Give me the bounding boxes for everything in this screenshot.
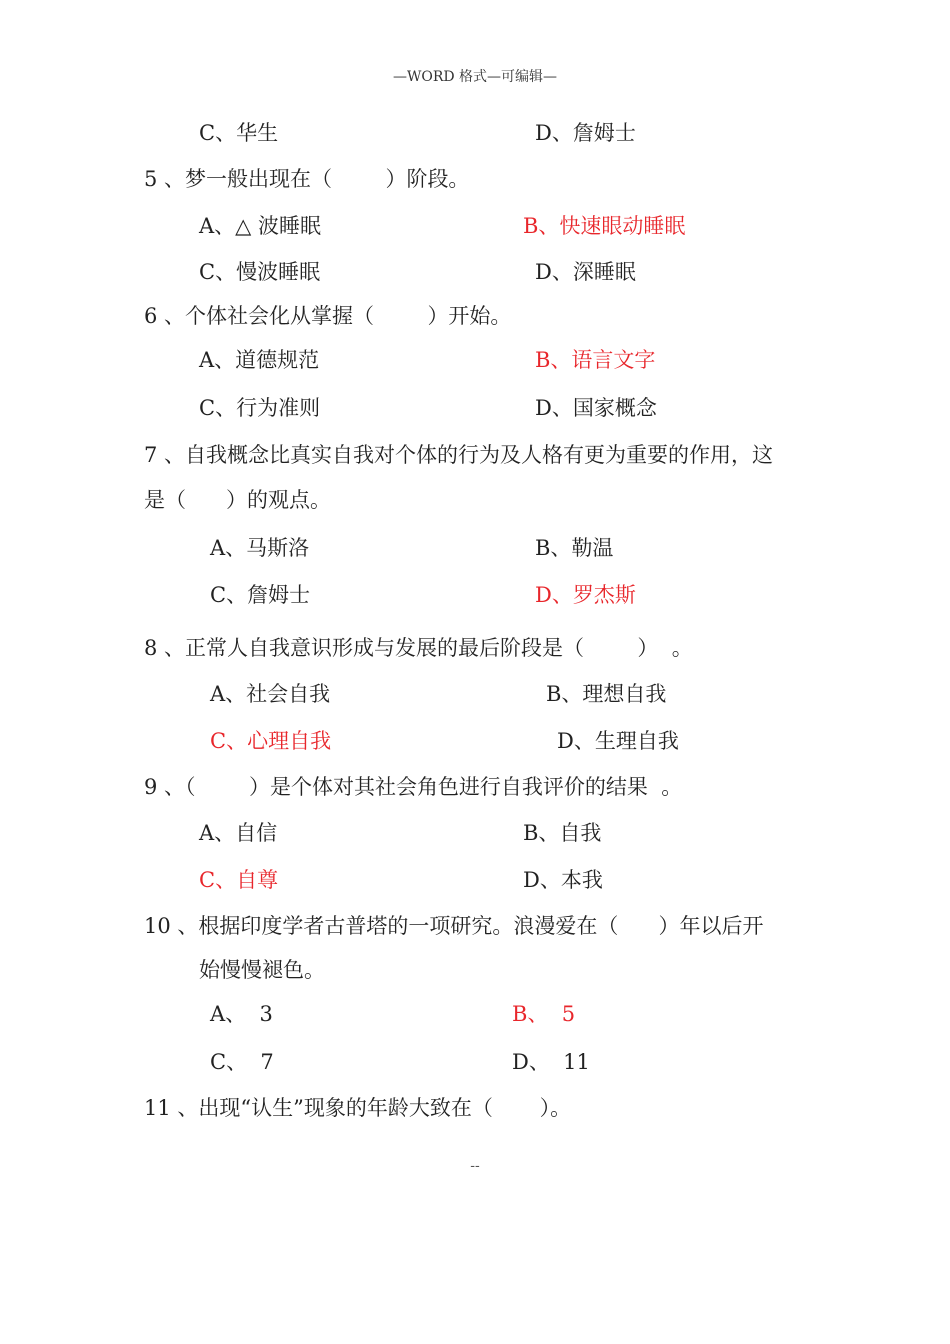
option-c-answer: C、自尊 — [199, 868, 279, 892]
question-7-line-2: 是（ ）的观点。 — [144, 488, 332, 512]
option-c: C、慢波睡眠 — [199, 260, 321, 284]
question-11: 11 、出现“认生”现象的年龄大致在（ ）。 — [144, 1096, 572, 1120]
question-6: 6 、个体社会化从掌握（ ）开始。 — [144, 304, 512, 328]
question-5: 5 、梦一般出现在（ ）阶段。 — [144, 167, 470, 191]
question-9: 9 、（ ）是个体对其社会角色进行自我评价的结果 。 — [144, 775, 683, 799]
option-b: B、勒温 — [535, 536, 614, 560]
option-b-answer: B、快速眼动睡眠 — [523, 214, 686, 238]
page-header: —WORD 格式—可编辑— — [392, 69, 558, 85]
option-a: A、△ 波睡眠 — [199, 214, 321, 238]
option-d: D、本我 — [523, 868, 603, 892]
question-10-line-1: 10 、根据印度学者古普塔的一项研究。浪漫爱在（ ）年以后开 — [144, 914, 764, 938]
option-a: A、自信 — [199, 821, 278, 845]
option-b-answer: B、 5 — [512, 1002, 576, 1026]
option-d: D、 11 — [512, 1050, 590, 1074]
option-c: C、行为准则 — [199, 396, 321, 420]
option-d: D、詹姆士 — [535, 121, 636, 145]
option-b: B、理想自我 — [546, 682, 667, 706]
option-a: A、道德规范 — [199, 348, 320, 372]
option-a: A、 3 — [210, 1002, 273, 1026]
page-footer: -- — [470, 1158, 480, 1174]
option-a: A、社会自我 — [210, 682, 331, 706]
question-8: 8 、正常人自我意识形成与发展的最后阶段是（ ） 。 — [144, 636, 693, 660]
question-7-line-1: 7 、自我概念比真实自我对个体的行为及人格有更为重要的作用，这 — [144, 443, 774, 467]
option-c: C、 7 — [210, 1050, 274, 1074]
option-d: D、生理自我 — [557, 729, 679, 753]
option-c: C、华生 — [199, 121, 279, 145]
option-b-answer: B、语言文字 — [535, 348, 656, 372]
option-d: D、深睡眠 — [535, 260, 636, 284]
option-c: C、詹姆士 — [210, 583, 311, 607]
option-b: B、自我 — [523, 821, 602, 845]
option-c-answer: C、心理自我 — [210, 729, 332, 753]
question-10-line-2: 始慢慢褪色。 — [199, 958, 325, 982]
option-d-answer: D、罗杰斯 — [535, 583, 636, 607]
option-d: D、国家概念 — [535, 396, 657, 420]
option-a: A、马斯洛 — [210, 536, 310, 560]
